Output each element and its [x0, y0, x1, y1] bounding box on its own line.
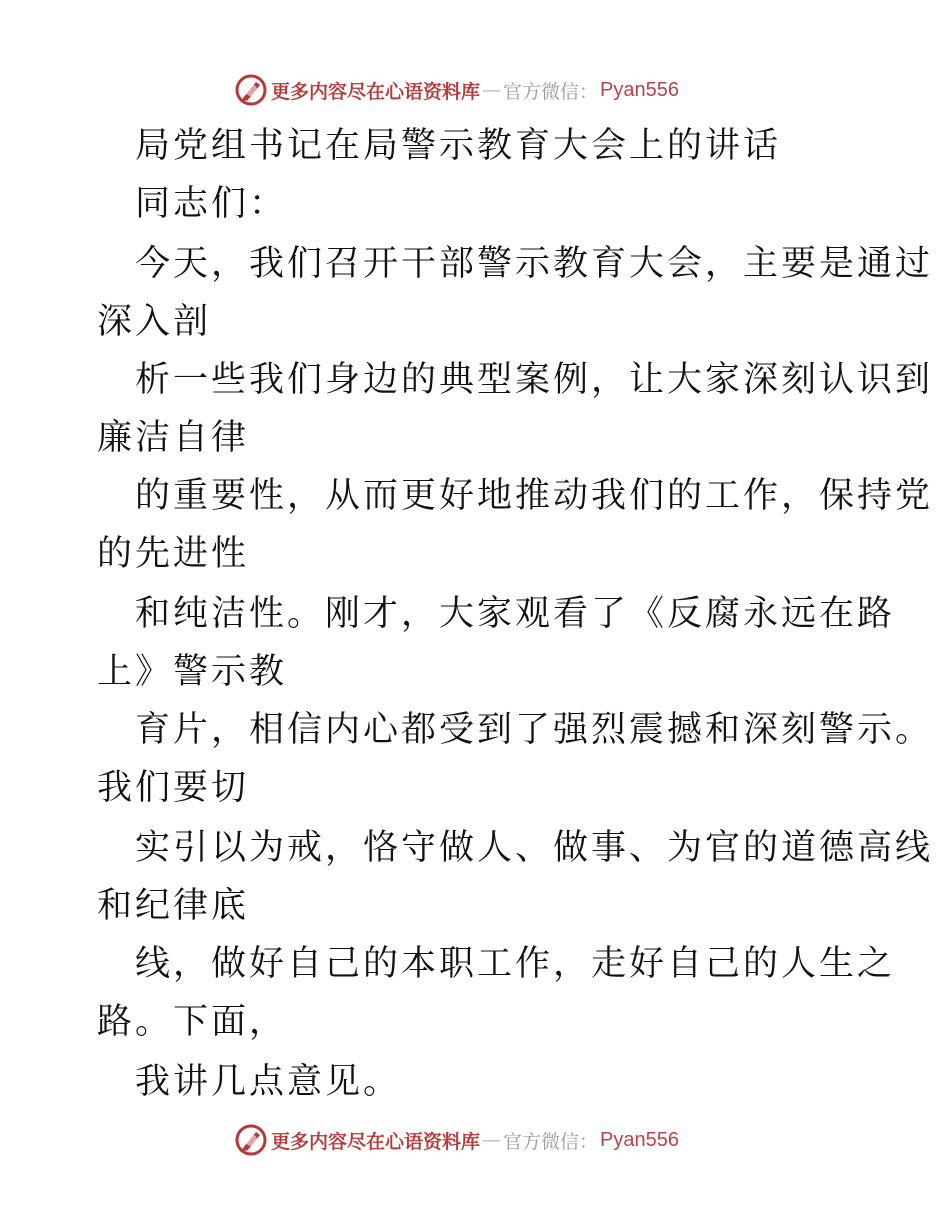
paragraph-line: 和纯洁性。刚才，大家观看了《反腐永远在路 [135, 594, 896, 634]
paragraph-line: 深入剖 [97, 302, 212, 342]
banner-wechat-label: 官方微信： [503, 1130, 599, 1153]
paragraph-line: 的先进性 [97, 534, 250, 574]
greeting: 同志们： [135, 184, 288, 224]
banner-wechat-handle: Pyan556 [600, 78, 679, 101]
footer-banner [234, 1122, 679, 1158]
paragraph-line: 路。下面， [97, 1002, 288, 1042]
paragraph-line: 我讲几点意见。 [135, 1062, 402, 1102]
paragraph-line: 析一些我们身边的典型案例，让大家深刻认识到 [135, 360, 934, 400]
paragraph-line: 今天，我们召开干部警示教育大会，主要是通过 [135, 244, 934, 284]
document-title: 局党组书记在局警示教育大会上的讲话 [135, 126, 782, 166]
banner-separator: — [482, 1129, 502, 1151]
header-banner [234, 72, 679, 108]
paragraph-line: 和纪律底 [97, 886, 250, 926]
banner-separator: — [482, 79, 502, 101]
paragraph-line: 上》警示教 [97, 652, 288, 692]
paragraph-line: 的重要性，从而更好地推动我们的工作，保持党 [135, 476, 934, 516]
banner-wechat-label: 官方微信： [503, 80, 599, 103]
paragraph-line: 实引以为戒，恪守做人、做事、为官的道德高线 [135, 828, 934, 868]
banner-slogan: 更多内容尽在心语资料库 [271, 1130, 481, 1153]
banner-wechat-handle: Pyan556 [600, 1128, 679, 1151]
pen-circle-logo-icon [234, 1123, 268, 1157]
paragraph-line: 我们要切 [97, 768, 250, 808]
paragraph-line: 线，做好自己的本职工作，走好自己的人生之 [135, 944, 896, 984]
paragraph-line: 育片，相信内心都受到了强烈震撼和深刻警示。 [135, 710, 934, 750]
paragraph-line: 廉洁自律 [97, 418, 250, 458]
banner-slogan: 更多内容尽在心语资料库 [271, 80, 481, 103]
pen-circle-logo-icon [234, 73, 268, 107]
